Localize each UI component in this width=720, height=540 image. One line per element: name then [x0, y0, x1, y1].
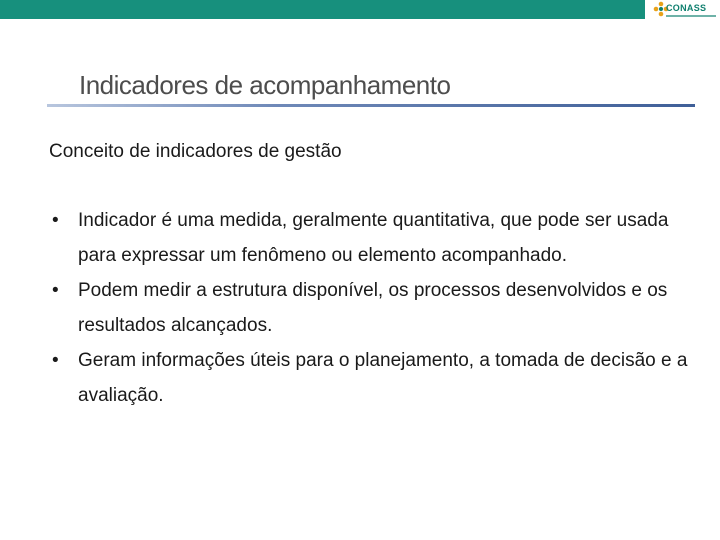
- bullet-item: [52, 203, 692, 273]
- slide-subtitle: Conceito de indicadores de gestão: [49, 141, 342, 162]
- bullet-item: [52, 273, 692, 343]
- conass-logo: [653, 0, 717, 22]
- logo-text: CONASS: [666, 3, 707, 13]
- title-underline: [47, 104, 695, 107]
- bullet-marker: •: [52, 280, 59, 301]
- bullet-text: Geram informações úteis para o planejamento, a tomada de decisão e a avaliação.: [78, 350, 688, 406]
- bullet-text: Podem medir a estrutura disponível, os processos desenvolvidos e os resultados alcançados.: [78, 280, 668, 336]
- slide-title: Indicadores de acompanhamento: [79, 70, 451, 100]
- bullet-list: [52, 203, 692, 413]
- bullet-marker: •: [52, 350, 59, 371]
- bullet-marker: •: [52, 210, 59, 231]
- bullet-item: [52, 343, 692, 413]
- logo-underline: [666, 15, 716, 17]
- header-band: [0, 0, 645, 19]
- bullet-text: Indicador é uma medida, geralmente quantitativa, que pode ser usada para expressar um fenômeno ou elemento acompanhado.: [78, 210, 669, 266]
